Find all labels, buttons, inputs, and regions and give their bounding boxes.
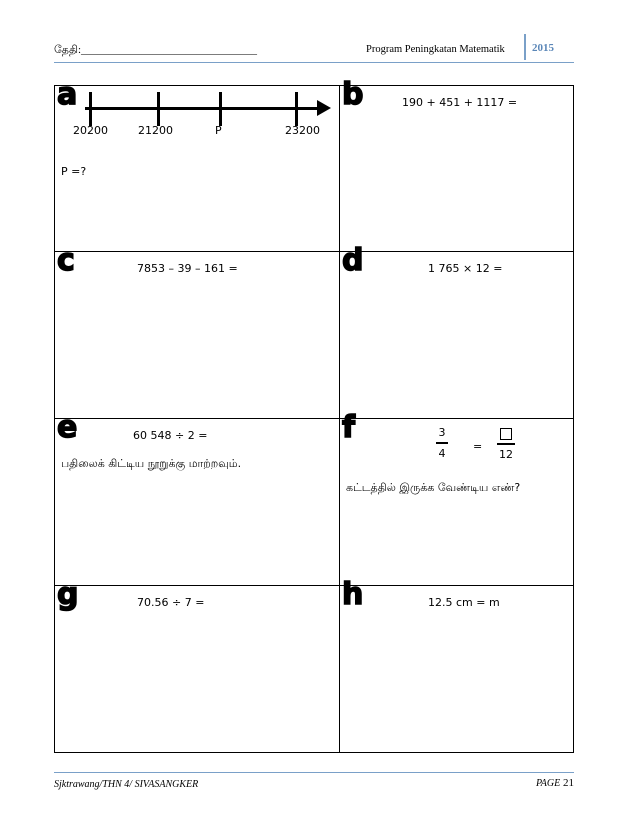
tick-label: P xyxy=(215,124,222,137)
number-line-tick xyxy=(295,92,298,126)
question-c-letter: c xyxy=(57,243,75,278)
tick-label: 23200 xyxy=(285,124,320,137)
year-label: 2015 xyxy=(532,42,554,54)
question-a-text: P =? xyxy=(61,165,87,178)
page-label: PAGE xyxy=(535,778,561,789)
fraction-numerator: 3 xyxy=(438,426,446,439)
fraction-left xyxy=(436,426,448,460)
fraction-right xyxy=(497,428,515,461)
tick-label: 20200 xyxy=(73,124,108,137)
question-e-letter: e xyxy=(57,410,78,445)
question-e-expression: 60 548 ÷ 2 = xyxy=(133,429,208,442)
question-a-cell xyxy=(54,77,340,252)
number-line-axis xyxy=(85,107,323,110)
number-line xyxy=(85,92,333,128)
fraction-denominator: 4 xyxy=(438,446,446,460)
number-line-tick xyxy=(219,92,222,126)
question-c-expression: 7853 – 39 – 161 = xyxy=(137,262,238,275)
question-g-expression: 70.56 ÷ 7 = xyxy=(137,596,205,609)
tick-label: 21200 xyxy=(138,124,173,137)
question-h-letter: h xyxy=(342,577,364,612)
page-footer xyxy=(54,772,574,796)
question-f-letter: f xyxy=(342,410,356,445)
page-header xyxy=(54,38,574,62)
fraction-bar xyxy=(497,443,515,445)
footer-author: Sjktrawang/THN 4/ SIVASANGKER xyxy=(54,779,199,790)
worksheet-grid xyxy=(54,77,574,753)
answer-box-icon xyxy=(500,428,512,440)
question-f-instruction: கட்டத்தில் இருக்க வேண்டிய எண்? xyxy=(346,481,521,494)
question-e-cell xyxy=(54,410,340,586)
header-rule xyxy=(54,62,574,63)
page-number-value: 21 xyxy=(563,777,574,789)
question-b-letter: b xyxy=(342,77,364,112)
fraction-bar xyxy=(436,442,448,444)
page-number xyxy=(536,777,574,789)
question-a-letter: a xyxy=(57,77,78,112)
question-d-expression: 1 765 × 12 = xyxy=(428,262,503,275)
number-line-arrow-icon xyxy=(317,100,331,116)
question-g-cell xyxy=(54,577,340,753)
question-b-expression: 190 + 451 + 1117 = xyxy=(402,96,518,109)
fraction-denominator: 12 xyxy=(499,447,513,461)
date-field: தேதி:________________________________ xyxy=(54,44,258,56)
number-line-tick xyxy=(89,92,92,126)
question-h-cell xyxy=(339,577,574,753)
header-divider xyxy=(524,34,526,60)
question-e-instruction: பதிலைக் கிட்டிய நூறுக்கு மாற்றவும். xyxy=(61,457,242,470)
footer-rule xyxy=(54,772,574,773)
question-d-cell xyxy=(339,243,574,419)
question-c-cell xyxy=(54,243,340,419)
program-title: Program Peningkatan Matematik xyxy=(366,44,505,55)
equals-sign: = xyxy=(473,440,483,453)
question-b-cell xyxy=(339,77,574,252)
question-f-cell xyxy=(339,410,574,586)
question-g-letter: g xyxy=(57,577,79,612)
question-h-expression: 12.5 cm = m xyxy=(428,596,500,609)
question-d-letter: d xyxy=(342,243,364,278)
number-line-tick xyxy=(157,92,160,126)
